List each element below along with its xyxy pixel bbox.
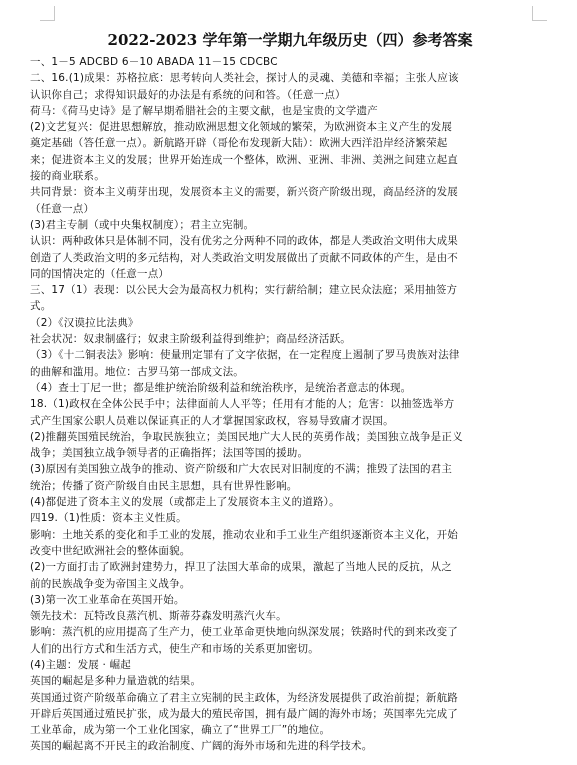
text-line: (2)推翻英国殖民统治，争取民族独立；美国民地广大人民的英勇作战；美国独立战争是正义 <box>30 430 463 443</box>
text-line: 奠定基础（答任意一点）。新航路开辟（哥伦布发现新大陆）：欧洲大西洋沿岸经济繁荣起 <box>30 137 448 150</box>
text-line: 英国通过资产阶级革命确立了君主立宪制的民主政体，为经济发展提供了政治前提；新航路 <box>30 691 458 704</box>
text-line: (2)文艺复兴：促进思想解放，推动欧洲思想文化领域的繁荣，为欧洲资本主义产生的发展 <box>30 121 453 134</box>
text-line: 同的国情决定的（任意一点） <box>30 267 170 280</box>
text-line: 式产生国家公职人员难以保证真正的人才掌握国家政权，容易导致庸才误国。 <box>30 414 394 427</box>
text-line: 战争；美国独立战争领导者的正确指挥；法国等国的援助。 <box>30 447 309 460</box>
text-line: 前的民族战争变为帝国主义战争。 <box>30 577 191 590</box>
document-page <box>30 30 550 755</box>
text-line: (4)主题：发展 · 崛起 <box>30 658 131 671</box>
document-title: 2022-2023 学年第一学期九年级历史（四）参考答案 <box>107 31 473 49</box>
text-line: 一、1－5 ADCBD 6－10 ABADA 11－15 CDCBC <box>30 56 278 68</box>
text-line: 来；促进资本主义的发展；世界开始连成一个整体，欧洲、亚洲、非洲、美洲之间建立起直 <box>30 153 458 166</box>
text-line: （3）《十二铜表法》影响：使量刑定罪有了文字依据，在一定程度上遏制了罗马贵族对法律 <box>30 349 460 362</box>
text-line: (3)第一次工业革命在英国开始。 <box>30 593 185 606</box>
text-line: 影响：土地关系的变化和手工业的发展，推动农业和手工业生产组织逐渐资本主义化，开始 <box>30 528 458 541</box>
text-line: 领先技术：瓦特改良蒸汽机、斯蒂芬森发明蒸汽火车。 <box>30 610 287 623</box>
text-line: （4）查士丁尼一世；都是维护统治阶级利益和统治秩序，是统治者意志的体现。 <box>30 381 412 394</box>
text-line: 认识：两种政体只是体制不同，没有优劣之分两种不同的政体，都是人类政治文明伟大成果 <box>30 235 458 248</box>
text-line: （任意一点） <box>30 202 95 215</box>
text-line: 英国的崛起是多种力量造就的结果。 <box>30 675 202 688</box>
text-line: 接的商业联系。 <box>30 170 105 183</box>
text-line: 式。 <box>30 300 52 313</box>
text-line: 工业革命，成为第一个工业化国家，确立了“世界工厂”的地位。 <box>30 724 331 737</box>
text-line: (3)君主专制（或中央集权制度）；君主立宪制。 <box>30 218 255 231</box>
text-line: (3)原因有美国独立战争的推动、资产阶级和广大农民对旧制度的不满；推毁了法国的君主 <box>30 463 453 476</box>
text-line: 认识你自己；求得知识最好的办法是有系统的问和答。（任意一点） <box>30 88 346 101</box>
text-line: 的曲解和滥用。地位：古罗马第一部成文法。 <box>30 365 244 378</box>
text-line: 荷马：《荷马史诗》是了解早期希腊社会的主要文献，也是宝贵的文学遗产 <box>30 104 378 117</box>
text-line: 社会状况：奴隶制盛行；奴隶主阶级利益得到维护；商品经济活跃。 <box>30 333 351 346</box>
text-line: 18.（1)政权在全体公民手中；法律面前人人平等；任用有才能的人；危害：以抽签选举方 <box>30 398 455 411</box>
text-line: 人们的出行方式和生活方式，使生产和市场的关系更加密切。 <box>30 642 319 655</box>
text-line: 改变中世纪欧洲社会的整体面貌。 <box>30 544 191 557</box>
text-line: 创造了人类政治文明的多元结构，对人类政治文明发展做出了贡献不同政体的产生，是由不 <box>30 251 458 264</box>
text-line: 四19.（1)性质：资本主义性质。 <box>30 512 187 525</box>
text-line: (2)一方面打击了欧洲封建势力，捍卫了法国大革命的成果，激起了当地人民的反抗，从之 <box>30 561 453 574</box>
text-line: 统治；传播了资产阶级自由民主思想，具有世界性影响。 <box>30 479 298 492</box>
text-line: 三、17（1）表现：以公民大会为最高权力机构；实行薪给制；建立民众法庭；采用抽签方 <box>30 284 458 297</box>
page-corner-mark <box>532 6 547 21</box>
text-line: （2）《汉谟拉比法典》 <box>30 316 139 329</box>
text-line: (4)都促进了资本主义的发展（或都走上了发展资本主义的道路）。 <box>30 496 340 509</box>
text-line: 二、16.(1)成果：苏格拉底：思考转向人类社会，探讨人的灵魂、美德和幸福；主张人应该 <box>30 72 459 85</box>
text-line: 影响：蒸汽机的应用提高了生产力，使工业革命更快地向纵深发展；铁路时代的到来改变了 <box>30 626 458 639</box>
text-line: 开辟后英国通过殖民扩张，成为最大的殖民帝国，拥有最广阔的海外市场；英国率先完成了 <box>30 707 458 720</box>
text-line: 英国的崛起离不开民主的政治制度、广阔的海外市场和先进的科学技术。 <box>30 740 373 753</box>
page-corner-mark <box>40 6 55 21</box>
text-line: 共同背景：资本主义萌芽出现，发展资本主义的需要，新兴资产阶级出现，商品经济的发展 <box>30 186 458 199</box>
document-body <box>30 54 550 755</box>
